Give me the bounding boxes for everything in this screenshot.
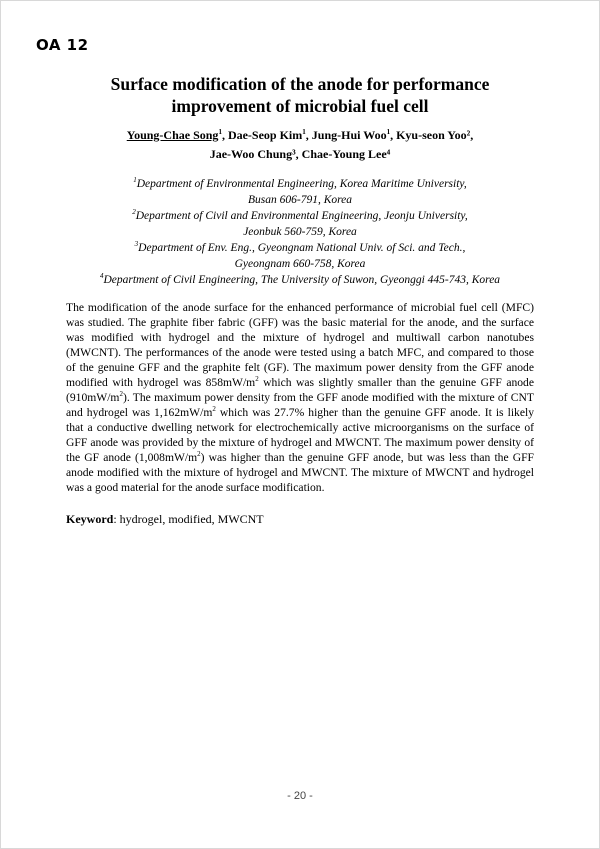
affiliation-text: Department of Env. Eng., Gyeongnam National Univ. of Sci. and Tech.,: [138, 242, 466, 254]
affiliation-line: [40, 208, 560, 224]
affiliation-line: [40, 272, 560, 288]
unit-sup: 2: [119, 390, 123, 399]
unit-sup: 2: [197, 450, 201, 459]
author-presenting: Young-Chae Song: [126, 128, 219, 142]
author: Jung-Hui Woo: [311, 128, 387, 142]
abstract-body: [66, 300, 534, 495]
keyword-label: Keyword: [66, 512, 114, 526]
paper-title: [60, 73, 540, 117]
affiliation-sup: 3: [134, 240, 139, 249]
unit-sup: 2: [255, 375, 259, 384]
title-line-1: Surface modification of the anode for performance: [110, 74, 490, 94]
author: Chae-Young Lee⁴: [301, 147, 391, 161]
affiliation-line: [40, 176, 560, 192]
affiliation-sup: 2: [132, 208, 136, 217]
abstract-text: The modification of the anode surface for the enhanced performance of microbial fuel cell (MFC) was studied. The graphite fiber fabric (GFF) was the basic material for the anode, and the surface was modified with hydrogel and the mixture of hydrogel and multiwall carbon nanotubes (MWCNT). The performances of the anode were tested using a batch MFC, and compared to those of the genuine GFF and the graphite felt (GF). The maximum power density from the GFF anode modified with hydrogel was 858mW/m: [66, 301, 534, 389]
abstract-text: ) was higher than the genuine GFF anode, but was less than the GFF anode modified with the mixture of hydrogel and MWCNT. The mixture of MWCNT and hydrogel was a good material for the anode surface modification.: [66, 451, 534, 494]
affiliation-line: [40, 240, 560, 256]
abstract-text: which was slightly smaller than the genuine GFF anode (910mW/m: [66, 376, 534, 404]
keywords: [66, 512, 264, 527]
affiliation-line: Jeonbuk 560-759, Korea: [243, 226, 357, 238]
affiliation-list: [40, 176, 560, 288]
author-sup: 1: [386, 128, 391, 136]
author-sup: 1: [218, 128, 222, 136]
page-number: - 20 -: [287, 790, 313, 802]
affiliation-line: Gyeongnam 660-758, Korea: [234, 258, 366, 270]
author-list: [60, 126, 540, 164]
affiliation-text: Department of Civil and Environmental Engineering, Jeonju University,: [135, 210, 468, 222]
author: Kyu-seon Yoo²: [396, 128, 471, 142]
title-line-2: improvement of microbial fuel cell: [171, 96, 429, 116]
abstract-text: ). The maximum power density from the GFF anode modified with the mixture of CNT and hydrogel was 1,162mW/m: [66, 391, 534, 419]
affiliation-sup: 4: [99, 272, 104, 281]
affiliation-text: Department of Environmental Engineering, Korea Maritime University,: [136, 178, 467, 190]
keyword-text: : hydrogel, modified, MWCNT: [113, 512, 264, 526]
affiliation-text: Department of Civil Engineering, The University of Suwon, Gyeonggi 445-743, Korea: [103, 274, 501, 286]
affiliation-line: Busan 606-791, Korea: [247, 194, 353, 206]
author: Jae-Woo Chung³: [209, 147, 296, 161]
abstract-text: which was 27.7% higher than the genuine GFF anode. It is likely that a conductive dwelling network for electrochemically active microorganisms on the surface of GFF anode was provided by the mixture of hydrogel and MWCNT. The maximum power density of the GF anode (1,008mW/m: [66, 406, 534, 464]
session-code: OA 12: [36, 36, 89, 54]
author: Dae-Seop Kim: [227, 128, 303, 142]
author-sup: 1: [302, 128, 306, 136]
authors-line-1: Young-Chae Song$^1$, Dae-Seop Kim$^1$, Jung-Hui Woo$^1$, Kyu-seon Yoo²,: [126, 128, 474, 142]
affiliation-sup: 1: [133, 176, 137, 185]
unit-sup: 2: [212, 405, 216, 414]
authors-line-2: Jae-Woo Chung³, Chae-Young Lee⁴: [209, 147, 391, 161]
